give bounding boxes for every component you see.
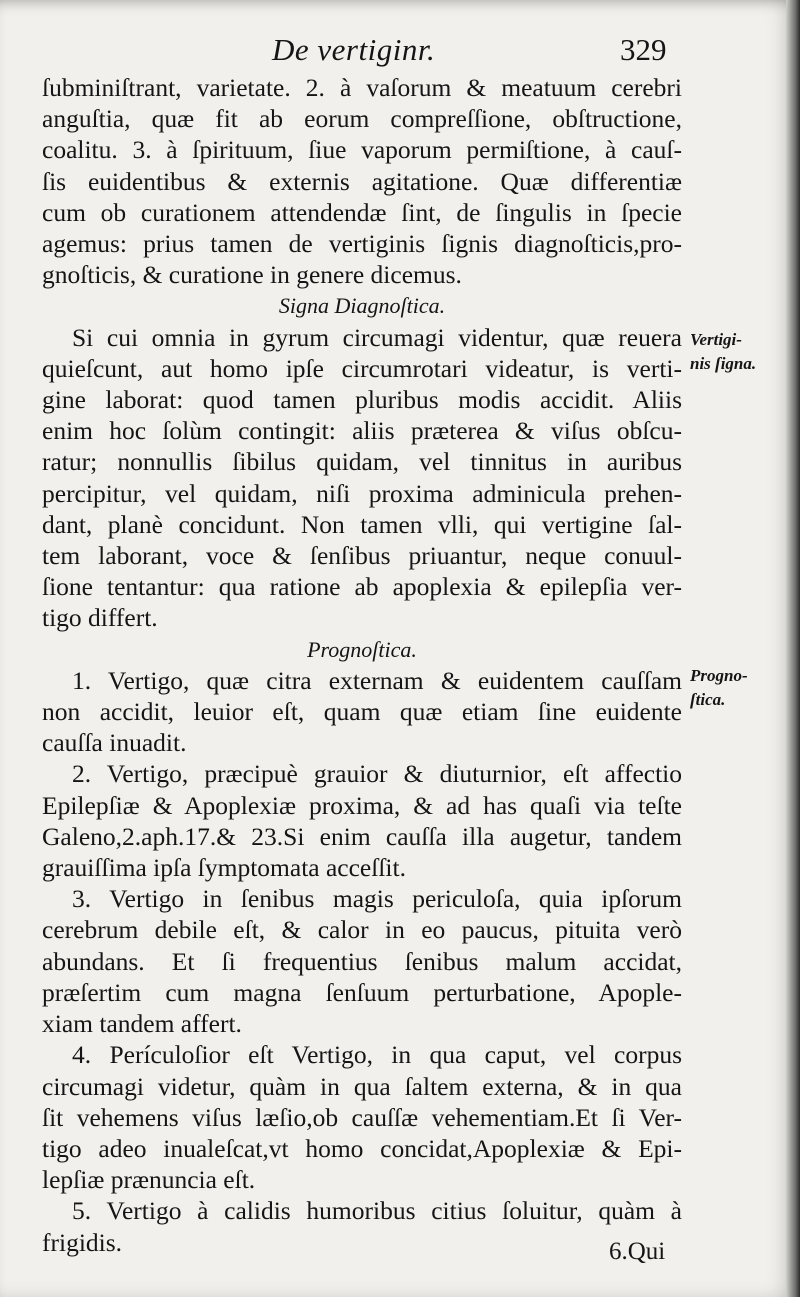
text-line: Si cui omnia in gyrum circumagi videntur, quæ reuera xyxy=(72,322,682,352)
text-line: ratur; nonnullis ſibilus quidam, vel tinnitus in auribus xyxy=(42,447,682,477)
page-number: 329 xyxy=(620,32,667,67)
text-line: tigo adeo inualeſcat,vt homo concidat,Apoplexiæ & Epi- xyxy=(42,1133,682,1163)
text-line: enim hoc ſolùm contingit: aliis præterea & viſus obſcu- xyxy=(42,416,682,446)
text-line: cauſſa inuadit. xyxy=(42,728,187,758)
text-line: ſubminiſtrant, varietate. 2. à vaſorum & meatuum cerebri xyxy=(42,73,682,102)
text-line: ſit vehemens viſus læſio,ob cauſſæ vehementiam.Et ſi Ver- xyxy=(42,1102,682,1132)
text-line: circumagi videtur, quàm in qua ſaltem externa, & in qua xyxy=(42,1071,682,1101)
text-line: gnoſticis, & curatione in genere dicemus. xyxy=(42,260,462,290)
text-line: Epilepſiæ & Apoplexiæ proxima, & ad has quaſi via teſte xyxy=(42,790,682,820)
page-gutter-shadow xyxy=(786,0,800,1297)
text-line: anguſtia, quæ fit ab eorum compreſſione, obſtructione, xyxy=(42,104,682,134)
text-line: non accidit, leuior eſt, quam quæ etiam ſine euidente xyxy=(42,697,682,727)
text-line: gine laborat: quod tamen pluribus modis accidit. Aliis xyxy=(42,385,682,415)
margin-note-line: Progno- xyxy=(690,666,748,685)
text-line: coalitu. 3. à ſpirituum, ſiue vaporum permiſtione, à cauſ- xyxy=(42,135,682,165)
text-line: Galeno,2.aph.17.& 23.Si enim cauſſa illa augetur, tandem xyxy=(42,821,682,851)
running-title: De vertiginr. xyxy=(272,32,436,67)
text-line: ſione tentantur: qua ratione ab apoplexia & epilepſia ver- xyxy=(42,572,682,602)
text-line: 2. Vertigo, præcipuè grauior & diuturnior, eſt affectio xyxy=(72,759,682,789)
text-line: xiam tandem affert. xyxy=(42,1009,242,1039)
text-line: ſis euidentibus & externis agitatione. Quæ differentiæ xyxy=(42,166,682,196)
text-line: abundans. Et ſi frequentius ſenibus malum accidat, xyxy=(42,946,682,976)
margin-note-vertiginis-signa xyxy=(690,328,756,376)
main-text-block xyxy=(42,72,682,1258)
section-heading-prognostica: Prognoſtica. xyxy=(307,636,417,662)
text-line: agemus: prius tamen de vertiginis ſignis diagnoſticis,pro- xyxy=(42,229,682,259)
text-line: tigo differt. xyxy=(42,603,158,633)
text-line: percipitur, vel quidam, niſi proxima adminicula prehen- xyxy=(42,478,682,508)
margin-note-prognostica xyxy=(690,664,748,712)
text-line: 4. Perículoſior eſt Vertigo, in qua caput, vel corpus xyxy=(72,1040,682,1070)
catchword: 6.Qui xyxy=(609,1238,666,1265)
text-line: 5. Vertigo à calidis humoribus citius ſoluitur, quàm à xyxy=(72,1196,682,1226)
text-line: 3. Vertigo in ſenibus magis periculoſa, quia ipſorum xyxy=(72,884,682,914)
text-line: lepſiæ prænuncia eſt. xyxy=(42,1165,256,1195)
text-line: grauiſſima ipſa ſymptomata acceſſit. xyxy=(42,853,406,883)
text-line: quieſcunt, aut homo ipſe circumrotari videatur, is verti- xyxy=(42,353,682,383)
text-line: dant, planè concidunt. Non tamen vlli, qui vertigine ſal- xyxy=(42,509,682,539)
text-line: præſertim cum magna ſenſuum perturbatione, Apople- xyxy=(42,977,682,1007)
margin-note-line: Vertigi- xyxy=(690,330,742,349)
text-line: tem laborant, voce & ſenſibus priuantur, neque conuul- xyxy=(42,541,682,571)
text-line: cerebrum debile eſt, & calor in eo paucus, pituita verò xyxy=(42,915,682,945)
margin-note-line: ſtica. xyxy=(690,690,726,709)
section-heading-diagnostica: Signa Diagnoſtica. xyxy=(278,293,446,319)
margin-note-line: nis ſigna. xyxy=(690,354,757,373)
text-line: frigidis. xyxy=(42,1227,123,1257)
text-line: cum ob curationem attendendæ ſint, de ſingulis in ſpecie xyxy=(42,197,682,227)
text-line: 1. Vertigo, quæ citra externam & euidentem cauſſam xyxy=(72,665,682,695)
